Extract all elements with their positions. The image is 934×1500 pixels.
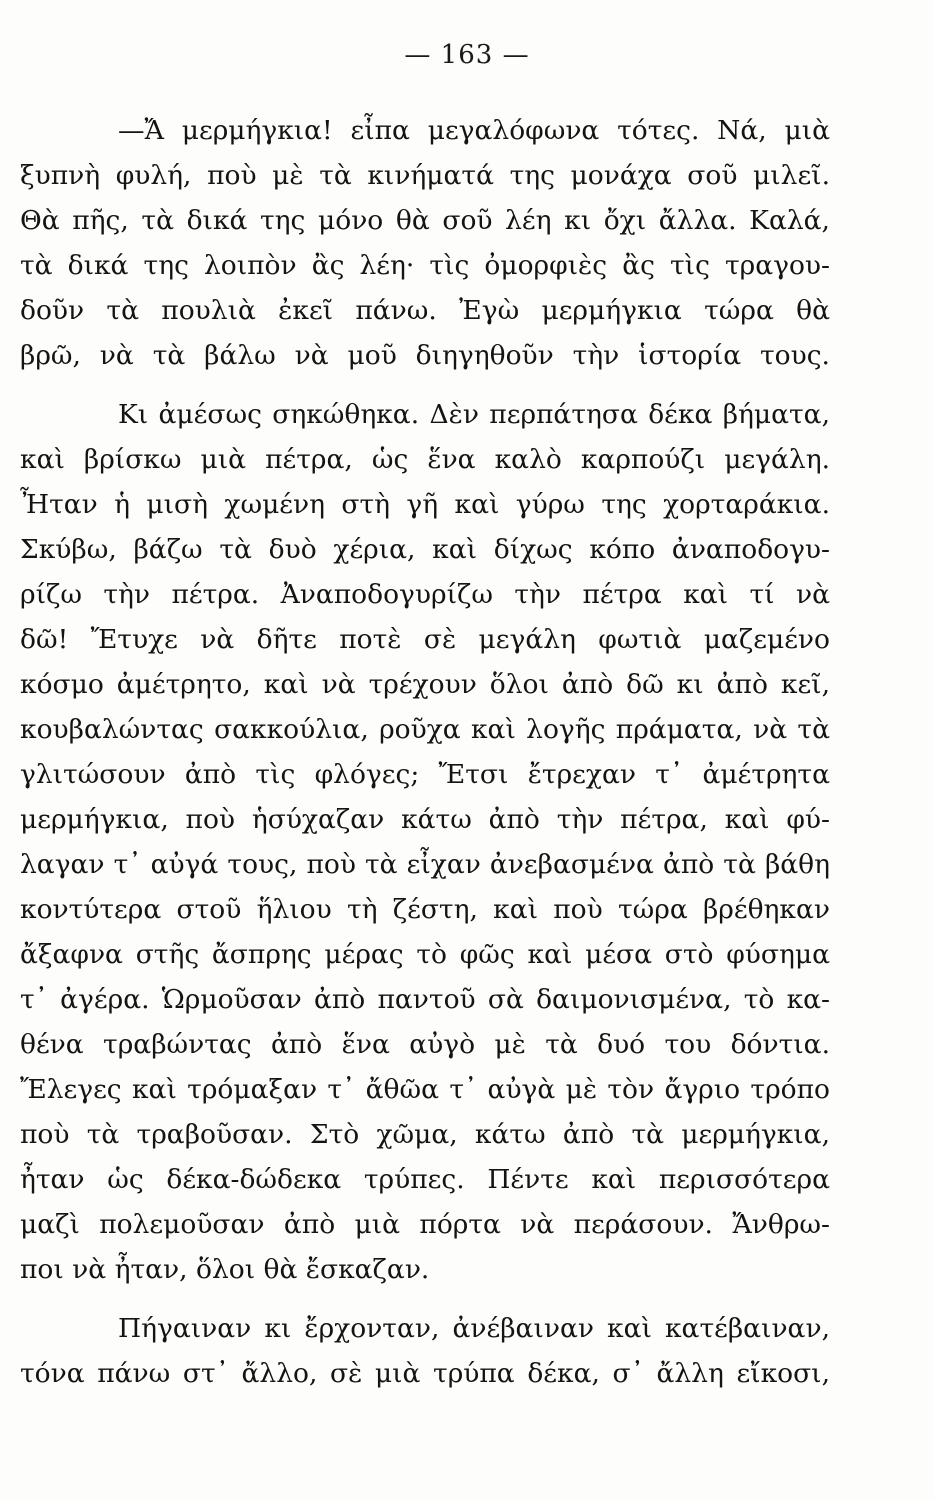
paragraph-3 <box>20 1306 830 1396</box>
text-line: Ἦταν ἡ μισὴ χωμένη στὴ γῆ καὶ γύρω της χορταράκια. <box>20 489 830 520</box>
text-line: δῶ! Ἔτυχε νὰ δῆτε ποτὲ σὲ μεγάλη φωτιὰ μαζεμένο <box>20 624 830 655</box>
text-line: θένα τραβώντας ἀπὸ ἕνα αὐγὸ μὲ τὰ δυό του δόντια. <box>20 1029 830 1060</box>
text-line: ρίζω τὴν πέτρα. Ἀναποδογυρίζω τὴν πέτρα καὶ τί νὰ <box>20 579 830 610</box>
paragraph-2 <box>20 392 830 1292</box>
text-line: ποὺ τὰ τραβοῦσαν. Στὸ χῶμα, κάτω ἀπὸ τὰ μερμήγκια, <box>20 1119 830 1150</box>
paragraph-1 <box>20 108 830 378</box>
text-line: Πήγαιναν κι ἔρχονταν, ἀνέβαιναν καὶ κατέβαιναν, <box>118 1313 830 1344</box>
text-line: Κι ἀμέσως σηκώθηκα. Δὲν περπάτησα δέκα βήματα, <box>118 399 830 430</box>
text-line: ἦταν ὡς δέκα-δώδεκα τρύπες. Πέντε καὶ περισσότερα <box>20 1164 830 1195</box>
text-line: τόνα πάνω στ᾿ ἄλλο, σὲ μιὰ τρύπα δέκα, σ᾿ ἄλλη εἴκοσι, <box>20 1358 830 1389</box>
text-line: κόσμο ἀμέτρητο, καὶ νὰ τρέχουν ὅλοι ἀπὸ δῶ κι ἀπὸ κεῖ, <box>20 669 830 700</box>
text-line: λαγαν τ᾿ αὐγά τους, ποὺ τὰ εἶχαν ἀνεβασμένα ἀπὸ τὰ βάθη <box>20 849 830 880</box>
text-line: τὰ δικά της λοιπὸν ἂς λέη· τὶς ὀμορφιὲς ἂς τὶς τραγου- <box>20 250 830 281</box>
page-number: — 163 — <box>404 40 530 70</box>
text-line: δοῦν τὰ πουλιὰ ἐκεῖ πάνω. Ἐγὼ μερμήγκια τώρα θὰ <box>20 295 830 326</box>
body-text <box>20 108 830 1396</box>
text-line: Θὰ πῆς, τὰ δικά της μόνο θὰ σοῦ λέη κι ὄχι ἄλλα. Καλά, <box>20 205 830 236</box>
text-line: τ᾿ ἀγέρα. Ὡρμοῦσαν ἀπὸ παντοῦ σὰ δαιμονισμένα, τὸ κα- <box>20 984 830 1015</box>
text-line: Σκύβω, βάζω τὰ δυὸ χέρια, καὶ δίχως κόπο ἀναποδογυ- <box>20 534 830 565</box>
text-line: βρῶ, νὰ τὰ βάλω νὰ μοῦ διηγηθοῦν τὴν ἱστορία τους. <box>20 340 830 371</box>
text-line: κουβαλώντας σακκούλια, ροῦχα καὶ λογῆς πράματα, νὰ τὰ <box>20 714 830 745</box>
text-line: Ἔλεγες καὶ τρόμαξαν τ᾿ ἄθῶα τ᾿ αὐγὰ μὲ τὸν ἄγριο τρόπο <box>20 1074 830 1105</box>
text-line: —Ἄ μερμήγκια! εἶπα μεγαλόφωνα τότες. Νά, μιὰ <box>118 115 830 146</box>
text-line: μερμήγκια, ποὺ ἡσύχαζαν κάτω ἀπὸ τὴν πέτρα, καὶ φύ- <box>20 804 830 835</box>
text-line: μαζὶ πολεμοῦσαν ἀπὸ μιὰ πόρτα νὰ περάσουν. Ἄνθρω- <box>20 1209 830 1240</box>
text-line: γλιτώσουν ἀπὸ τὶς φλόγες; Ἔτσι ἔτρεχαν τ᾿ ἀμέτρητα <box>20 759 830 790</box>
text-line: ποι νὰ ἦταν, ὅλοι θὰ ἔσκαζαν. <box>20 1254 430 1285</box>
text-line: ξυπνὴ φυλή, ποὺ μὲ τὰ κινήματά της μονάχα σοῦ μιλεῖ. <box>20 160 830 191</box>
text-line: κοντύτερα στοῦ ἥλιου τὴ ζέστη, καὶ ποὺ τώρα βρέθηκαν <box>20 894 830 925</box>
text-line: καὶ βρίσκω μιὰ πέτρα, ὡς ἕνα καλὸ καρπούζι μεγάλη. <box>20 444 830 475</box>
text-line: ἄξαφνα στῆς ἄσπρης μέρας τὸ φῶς καὶ μέσα στὸ φύσημα <box>20 939 830 970</box>
